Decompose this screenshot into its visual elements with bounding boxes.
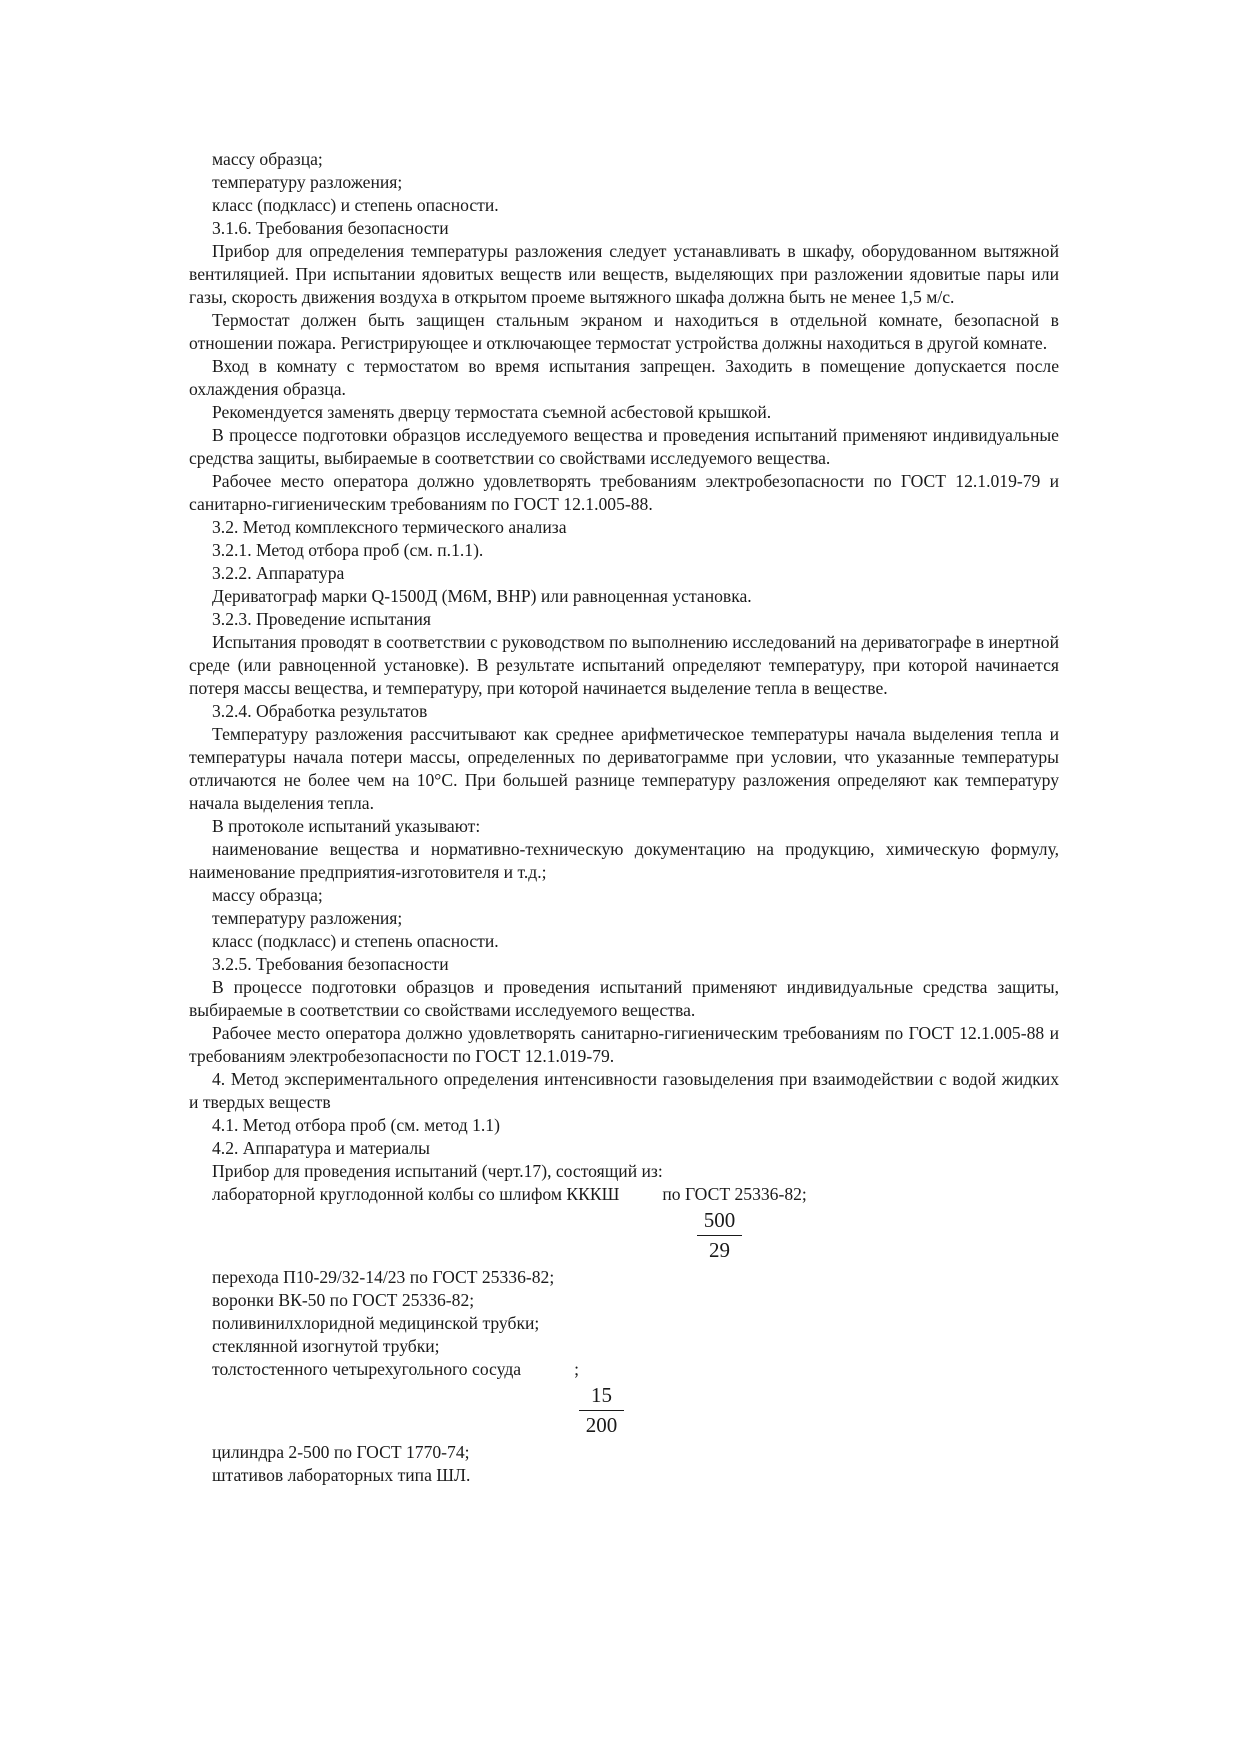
paragraph: температуру разложения; [212,172,403,192]
paragraph: Прибор для определения температуры разложения следует устанавливать в шкафу, оборудованном вытяжной вентиляцией. При испытании ядовитых веществ или веществ, выделяющих при разложении ядовитые пары или газы, скорость движения воздуха в открытом проеме вытяжного шкафа должна быть не менее 1,5 м/с. [189,241,1059,307]
vessel-size-fraction [579,1381,624,1440]
paragraph: перехода П10-29/32-14/23 по ГОСТ 25336-82; [212,1267,555,1287]
flask-line [189,1183,1059,1206]
flask-line-text: лабораторной круглодонной колбы со шлифом КККШ [212,1184,620,1204]
paragraph: 3.2. Метод комплексного термического анализа [212,517,567,537]
paragraph: В процессе подготовки образцов исследуемого вещества и проведения испытаний применяют индивидуальные средства защиты, выбираемые в соответствии со свойствами исследуемого вещества. [189,425,1059,468]
flask-fraction-row [189,1206,1059,1266]
fraction-denominator: 29 [709,1238,730,1262]
flask-line-standard: по ГОСТ 25336-82; [662,1184,807,1204]
text-block-b [189,1266,1059,1358]
paragraph: массу образца; [212,149,323,169]
paragraph: Температуру разложения рассчитывают как среднее арифметическое температуры начала выделения тепла и температуры начала потери массы, определенных по дериватограмме при условии, что указанные температуры отличаются не более чем на 10°С. При большей разнице температуру разложения определяют как температуру начала выделения тепла. [189,724,1059,813]
paragraph: 3.2.2. Аппаратура [212,563,345,583]
paragraph: массу образца; [212,885,323,905]
paragraph: Прибор для проведения испытаний (черт.17), состоящий из: [212,1161,663,1181]
paragraph: 4.2. Аппаратура и материалы [212,1138,430,1158]
paragraph: Рабочее место оператора должно удовлетворять требованиям электробезопасности по ГОСТ 12.1.019-79 и санитарно-гигиеническим требованиям по ГОСТ 12.1.005-88. [189,471,1059,514]
paragraph: 3.1.6. Требования безопасности [212,218,449,238]
paragraph: Рабочее место оператора должно удовлетворять санитарно-гигиеническим требованиям по ГОСТ 12.1.005-88 и требованиям электробезопасности по ГОСТ 12.1.019-79. [189,1023,1059,1066]
document-page [189,148,1059,1487]
paragraph: 4. Метод экспериментального определения интенсивности газовыделения при взаимодействии с водой жидких и твердых веществ [189,1069,1059,1112]
paragraph: Вход в комнату с термостатом во время испытания запрещен. Заходить в помещение допускается после охлаждения образца. [189,356,1059,399]
paragraph: Дериватограф марки Q-1500Д (М6М, ВНР) или равноценная установка. [212,586,752,606]
paragraph: стеклянной изогнутой трубки; [212,1336,440,1356]
paragraph: воронки ВК-50 по ГОСТ 25336-82; [212,1290,475,1310]
paragraph: штативов лабораторных типа ШЛ. [212,1465,471,1485]
vessel-line-text: толстостенного четырехугольного сосуда [212,1359,522,1379]
paragraph: Испытания проводят в соответствии с руководством по выполнению исследований на дериватографе в инертной среде (или равноценной установке). В результате испытаний определяют температуру, при которой начинается потеря массы вещества, и температуру, при которой начинается выделение тепла в веществе. [189,632,1059,698]
fraction-numerator: 15 [579,1381,624,1411]
paragraph: В протоколе испытаний указывают: [212,816,481,836]
paragraph: 3.2.3. Проведение испытания [212,609,431,629]
fraction-numerator: 500 [697,1206,742,1236]
paragraph: 3.2.4. Обработка результатов [212,701,428,721]
paragraph: 3.2.5. Требования безопасности [212,954,449,974]
paragraph: цилиндра 2-500 по ГОСТ 1770-74; [212,1442,470,1462]
text-block-c [189,1441,1059,1487]
paragraph: наименование вещества и нормативно-техническую документацию на продукцию, химическую формулу, наименование предприятия-изготовителя и т.д.; [189,839,1059,882]
fraction-denominator: 200 [585,1413,618,1437]
vessel-line-end: ; [574,1359,579,1379]
paragraph: В процессе подготовки образцов и проведения испытаний применяют индивидуальные средства защиты, выбираемые в соответствии со свойствами исследуемого вещества. [189,977,1059,1020]
text-block-a [189,148,1059,1183]
vessel-line [189,1358,1059,1381]
paragraph: 4.1. Метод отбора проб (см. метод 1.1) [212,1115,500,1135]
paragraph: класс (подкласс) и степень опасности. [212,195,499,215]
paragraph: Термостат должен быть защищен стальным экраном и находиться в отдельной комнате, безопасной в отношении пожара. Регистрирующее и отключающее термостат устройства должны находиться в другой комнате. [189,310,1059,353]
paragraph: Рекомендуется заменять дверцу термостата съемной асбестовой крышкой. [212,402,772,422]
paragraph: поливинилхлоридной медицинской трубки; [212,1313,540,1333]
paragraph: 3.2.1. Метод отбора проб (см. п.1.1). [212,540,484,560]
vessel-fraction-row [189,1381,1059,1441]
paragraph: температуру разложения; [212,908,403,928]
paragraph: класс (подкласс) и степень опасности. [212,931,499,951]
flask-size-fraction [697,1206,742,1265]
